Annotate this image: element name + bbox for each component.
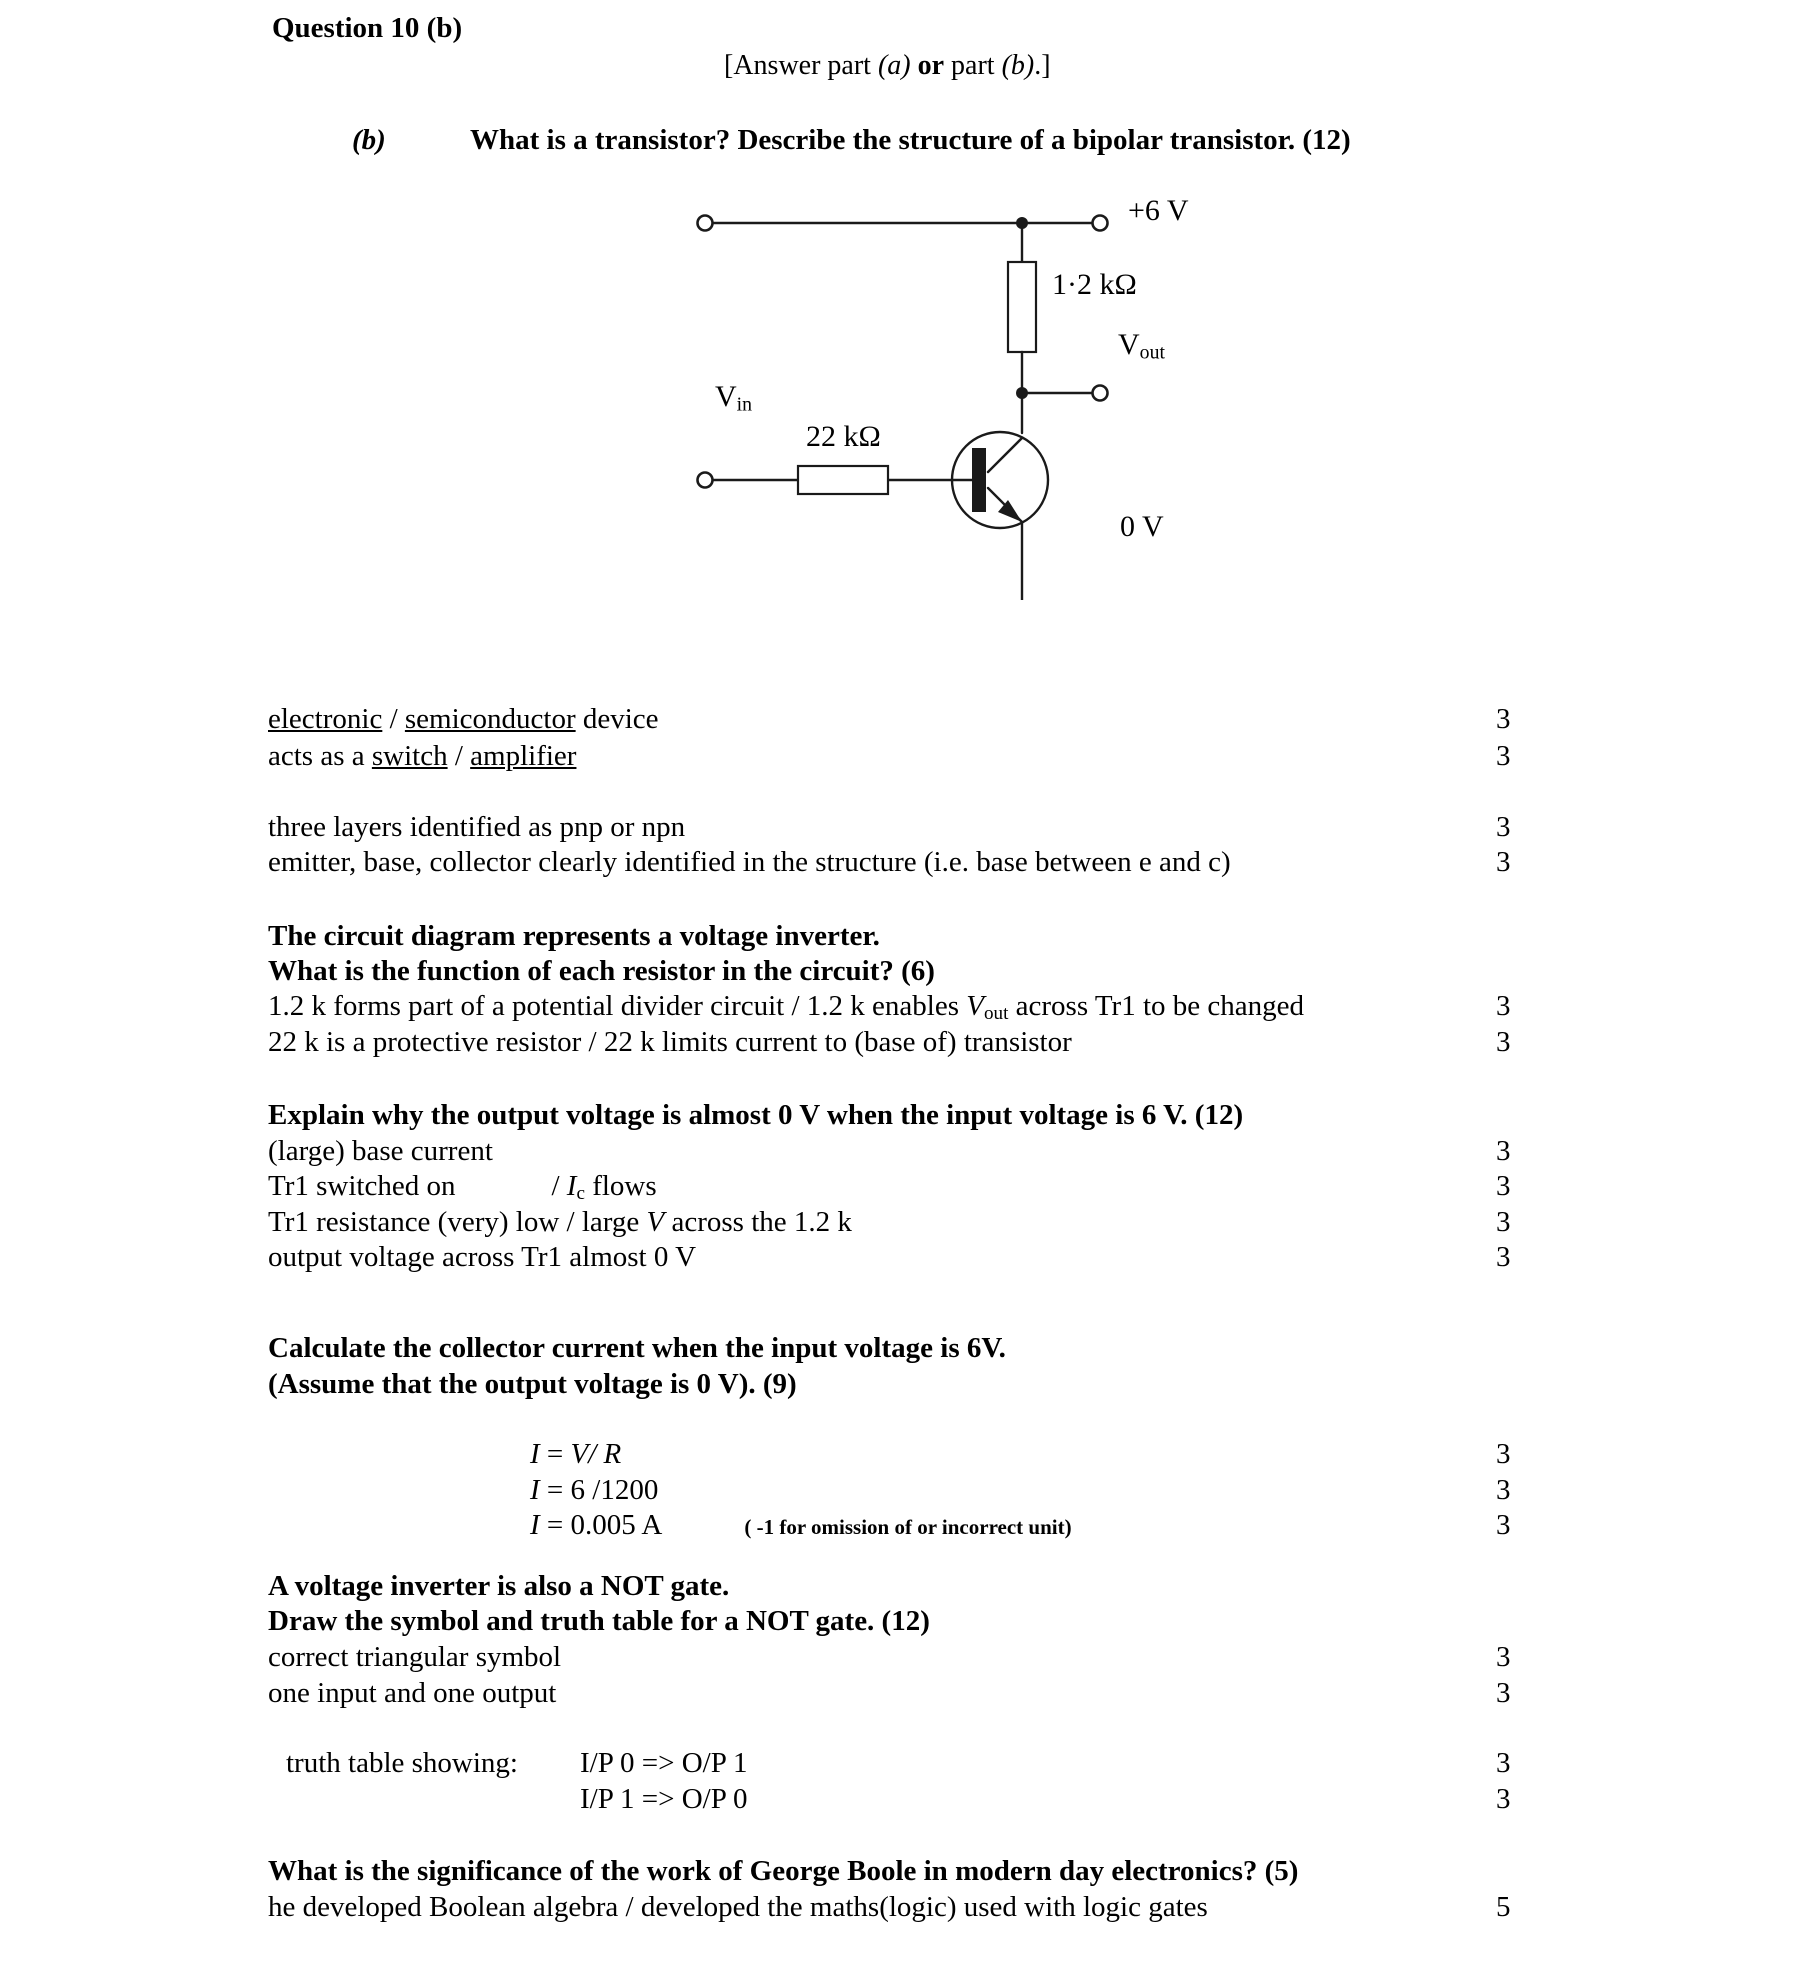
answer-instruction-part-a: (a) [877, 50, 911, 81]
calc-equation-3-i: I [530, 1509, 540, 1541]
resistor-section-heading-1: The circuit diagram represents a voltage inverter. [268, 920, 880, 952]
vin-label-sub: in [736, 393, 753, 416]
vin-terminal [698, 473, 713, 488]
mark-not-gate-1: 3 [1496, 1641, 1511, 1673]
mark-explain-3: 3 [1496, 1206, 1511, 1238]
mark-truth-table-2: 3 [1496, 1783, 1511, 1815]
definition-acts-as: acts as a [268, 740, 372, 772]
vin-label-v: V [715, 380, 737, 413]
explain-line-2-pre: Tr1 switched on [268, 1170, 456, 1202]
answer-instruction-part-b: (b) [1001, 50, 1035, 81]
calc-equation-2 [530, 1474, 658, 1507]
mark-resistor-2: 3 [1496, 1026, 1511, 1058]
explain-section-heading: Explain why the output voltage is almost 0 V when the input voltage is 6 V. (12) [268, 1099, 1244, 1131]
vout-label [1118, 328, 1165, 364]
explain-line-2-ic-sub: c [576, 1183, 585, 1205]
collector-resistor-body [1008, 262, 1036, 352]
explain-line-3 [268, 1206, 852, 1239]
explain-line-3-v: V [646, 1206, 665, 1238]
definition-line-1 [268, 703, 659, 736]
answer-instruction-pre: [Answer part [724, 50, 878, 81]
supply-junction-dot [1016, 217, 1028, 229]
not-gate-heading-1: A voltage inverter is also a NOT gate. [268, 1570, 730, 1602]
mark-definition-1: 3 [1496, 703, 1511, 735]
definition-switch: switch [371, 740, 448, 772]
part-label: (b) [352, 124, 386, 156]
vout-label-v: V [1118, 328, 1140, 361]
resistor-answer-1 [268, 990, 1304, 1025]
mark-calc-1: 3 [1496, 1438, 1511, 1470]
vout-terminal [1093, 386, 1108, 401]
calc-equation-3-note: ( -1 for omission of or incorrect unit) [744, 1515, 1072, 1539]
mark-structure-1: 3 [1496, 811, 1511, 843]
ground-voltage-label: 0 V [1120, 510, 1164, 543]
explain-line-1: (large) base current [268, 1135, 493, 1167]
resistor-answer-1-vout-sub: out [983, 1003, 1009, 1025]
resistor-answer-1-vout: V [966, 990, 984, 1022]
mark-definition-2: 3 [1496, 740, 1511, 772]
resistor-answer-2: 22 k is a protective resistor / 22 k limits current to (base of) transistor [268, 1026, 1072, 1058]
explain-line-3-pre: Tr1 resistance (very) low / large [268, 1206, 647, 1238]
mark-structure-2: 3 [1496, 846, 1511, 878]
calculate-section-heading-1: Calculate the collector current when the input voltage is 6V. [268, 1332, 1006, 1364]
definition-sep-2: / [447, 740, 471, 772]
transistor-inverter-circuit-diagram [620, 180, 1189, 600]
emitter-arrowhead [998, 500, 1022, 522]
part-question-text: What is a transistor? Describe the structure of a bipolar transistor. (12) [470, 124, 1351, 156]
resistor-answer-1-pre: 1.2 k forms part of a potential divider circuit / 1.2 k enables [268, 990, 967, 1022]
calc-equation-1-vr: V/ R [570, 1438, 622, 1470]
answer-instruction-or: or [910, 50, 945, 81]
explain-line-2-post: flows [584, 1170, 657, 1202]
definition-semiconductor: semiconductor [404, 703, 576, 735]
page-title: Question 10 (b) [272, 12, 463, 44]
supply-left-terminal [698, 216, 713, 231]
vout-label-sub: out [1139, 341, 1165, 364]
supply-right-terminal [1093, 216, 1108, 231]
explain-line-2 [268, 1170, 657, 1205]
mark-explain-4: 3 [1496, 1241, 1511, 1273]
calc-equation-2-i: I [530, 1474, 540, 1506]
mark-resistor-1: 3 [1496, 990, 1511, 1022]
calculate-section-heading-2: (Assume that the output voltage is 0 V). (9) [268, 1368, 797, 1400]
supply-voltage-label: +6 V [1128, 194, 1189, 227]
not-gate-heading-2: Draw the symbol and truth table for a NOT gate. (12) [268, 1605, 930, 1637]
definition-amplifier: amplifier [470, 740, 577, 772]
answer-instruction [724, 50, 1051, 82]
not-gate-line-2: one input and one output [268, 1677, 557, 1709]
explain-line-3-post: across the 1.2 k [664, 1206, 852, 1238]
resistor-section-heading-2: What is the function of each resistor in the circuit? (6) [268, 955, 935, 987]
explain-line-2-slash: / [551, 1170, 567, 1202]
truth-table-row-2: I/P 1 => O/P 0 [580, 1783, 748, 1815]
structure-line-1: three layers identified as pnp or npn [268, 811, 686, 843]
transistor-collector-lead [988, 438, 1022, 472]
mark-not-gate-2: 3 [1496, 1677, 1511, 1709]
vin-label [715, 380, 752, 416]
definition-device: device [575, 703, 659, 735]
mark-boole: 5 [1496, 1891, 1511, 1923]
calc-equation-3 [530, 1509, 1072, 1542]
calc-equation-1-i: I [530, 1438, 540, 1470]
mark-explain-2: 3 [1496, 1170, 1511, 1202]
truth-table-row-1: I/P 0 => O/P 1 [580, 1747, 748, 1779]
resistor-answer-1-post: across Tr1 to be changed [1008, 990, 1304, 1022]
base-resistor-label: 22 kΩ [806, 420, 881, 453]
answer-instruction-post: .] [1034, 50, 1051, 81]
calc-equation-1-eq: = [539, 1438, 571, 1470]
base-resistor-body [798, 466, 888, 494]
structure-line-2: emitter, base, collector clearly identified in the structure (i.e. base between e and c) [268, 846, 1231, 878]
transistor-base-bar [972, 448, 986, 512]
not-gate-line-1: correct triangular symbol [268, 1641, 562, 1673]
mark-explain-1: 3 [1496, 1135, 1511, 1167]
boole-section-heading: What is the significance of the work of George Boole in modern day electronics? (5) [268, 1855, 1299, 1887]
calc-equation-3-rest: = 0.005 A [539, 1509, 663, 1541]
mark-calc-3: 3 [1496, 1509, 1511, 1541]
explain-line-4: output voltage across Tr1 almost 0 V [268, 1241, 697, 1273]
mark-truth-table-1: 3 [1496, 1747, 1511, 1779]
answer-instruction-part-word: part [944, 50, 1002, 81]
definition-line-2 [268, 740, 576, 773]
vout-junction-dot [1016, 387, 1028, 399]
definition-sep-1: / [382, 703, 405, 735]
mark-calc-2: 3 [1496, 1474, 1511, 1506]
calc-equation-2-rest: = 6 /1200 [539, 1474, 659, 1506]
truth-table-label: truth table showing: [286, 1747, 518, 1779]
boole-section-answer: he developed Boolean algebra / developed the maths(logic) used with logic gates [268, 1891, 1208, 1923]
collector-resistor-label: 1·2 kΩ [1052, 268, 1137, 301]
definition-electronic: electronic [268, 703, 383, 735]
explain-line-2-ic: I [566, 1170, 577, 1202]
calc-equation-1 [530, 1438, 621, 1471]
